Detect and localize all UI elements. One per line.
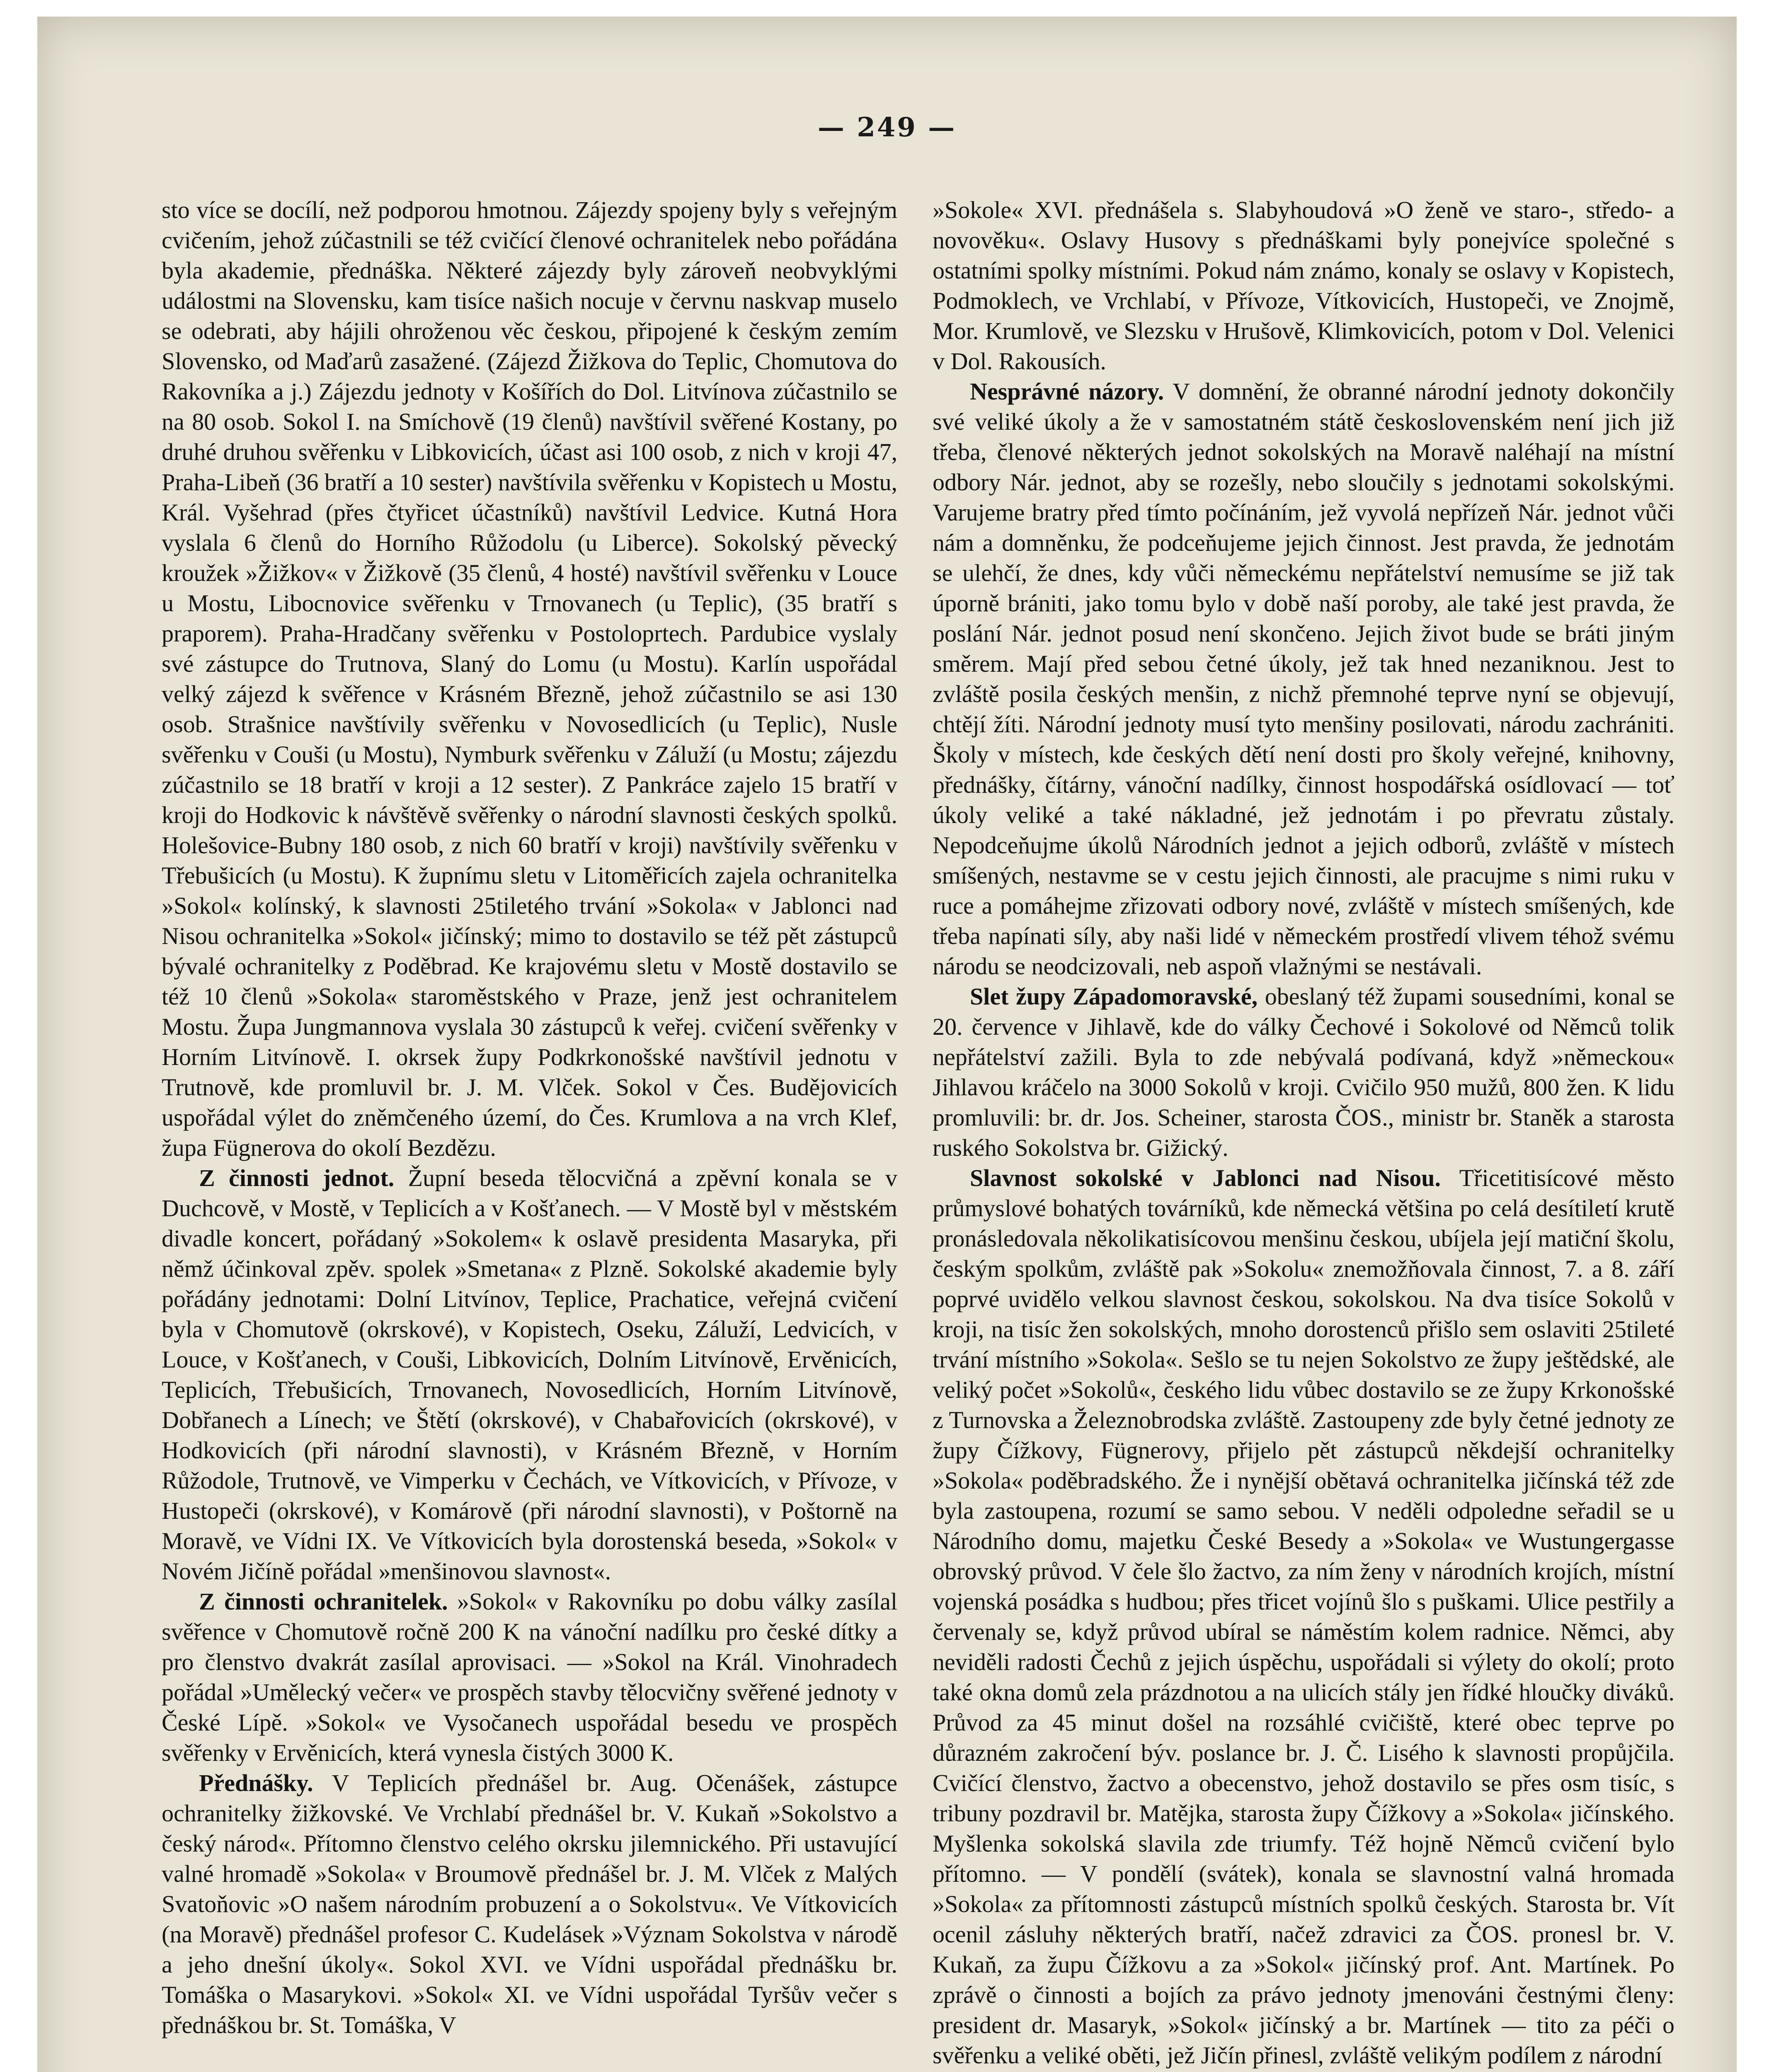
left-column [162,195,897,2072]
paragraph-text: »Sokole« XVI. přednášela s. Slabyhoudová »O ženě ve staro-, středo- a novověku«. Oslavy Husovy s přednáškami byly ponejvíce společné s ostatními spolky místními. Pokud nám známo, konaly se oslavy v Kopistech, Podmoklech, ve Vrchlabí, v Přívoze, Vítkovicích, Hustopeči, ve Znojmě, Mor. Krumlově, ve Slezsku v Hrušově, Klimkovicích, potom v Dol. Velenici v Dol. Rakousích. [933,196,1674,375]
paragraph-text: »Sokol« v Rakovníku po dobu války zasílal svěřence v Chomutově ročně 200 K na vánoční nadílku pro české dítky a pro členstvo dvakrát zasílal aprovisaci. — »Sokol na Král. Vinohradech pořádal »Umělecký večer« ve prospěch stavby tělocvičny svěřené jednoty v České Lípě. »Sokol« ve Vysočanech uspořádal besedu ve prospěch svěřenky v Ervěnicích, která vynesla čistých 3000 K. [162,1588,897,1766]
paragraph-text: obeslaný též župami sousedními, konal se 20. července v Jihlavě, kde do války Čechové i Sokolové od Němců tolik nepřátelství zažili. Byla to zde nebývalá podívaná, když »německou« Jihlavou kráčelo na 3000 Sokolů v kroji. Cvičilo 950 mužů, 800 žen. K lidu promluvili: br. dr. Jos. Scheiner, starosta ČOS., ministr br. Staněk a starosta ruského Sokolstva br. Gižický. [933,983,1674,1161]
paragraph-text: V Teplicích přednášel br. Aug. Očenášek, zástupce ochranitelky žižkovské. Ve Vrchlabí přednášel br. V. Kukaň »Sokolstvo a český národ«. Přítomno členstvo celého okrsku jilemnického. Při ustavující valné hromadě »Sokola« v Broumově přednášel br. J. M. Vlček z Malých Svatoňovic »O našem národním probuzení a o Sokolstvu«. Ve Vítkovicích (na Moravě) přednášel profesor C. Kudelásek »Význam Sokolstva v národě a jeho dnešní úkoly«. Sokol XVI. ve Vídni uspořádal přednášku br. Tomáška o Masarykovi. »Sokol« XI. ve Vídni uspořádal Tyršův večer s přednáškou br. St. Tomáška, V [162,1769,897,2038]
paragraph-text: sto více se docílí, než podporou hmotnou. Zájezdy spojeny byly s veřejným cvičením, jehož zúčastnili se též cvičící členové ochranitelek nebo pořádána byla akademie, přednáška. Některé zájezdy byly zároveň neobvyklými událostmi na Slovensku, kam tisíce našich nocuje v červnu naskvap muselo se odebrati, aby hájili ohroženou věc českou, připojené k českým zemím Slovensko, od Maďarů zasažené. (Zájezd Žižkova do Teplic, Chomutova do Rakovníka a j.) Zájezdu jednoty v Košířích do Dol. Litvínova zúčastnilo se na 80 osob. Sokol I. na Smíchově (19 členů) navštívil svěřené Kostany, po druhé druhou svěřenku v Libkovicích, účast asi 100 osob, z nich v kroji 47, Praha-Libeň (36 bratří a 10 sester) navštívila svěřenku v Kopistech u Mostu, Král. Vyšehrad (přes čtyřicet účastníků) navštívil Ledvice. Kutná Hora vyslala 6 členů do Horního Růžodolu (u Liberce). Sokolský pěvecký kroužek »Žižkov« v Žižkově (35 členů, 4 hosté) navštívil svěřenku v Louce u Mostu, Libocnovice svěřenku v Trnovanech (u Teplic), (35 bratří s praporem). Praha-Hradčany svěřenku v Postoloprtech. Pardubice vyslaly své zástupce do Trutnova, Slaný do Lomu (u Mostu). Karlín uspořádal velký zájezd k svěřence v Krásném Březně, jehož zúčastnilo se asi 130 osob. Strašnice navštívily svěřenku v Novosedlicích (u Teplic), Nusle svěřenku v Couši (u Mostu), Nymburk svěřenku v Záluží (u Mostu; zájezdu zúčastnilo se 18 bratří v kroji a 12 sester). Z Pankráce zajelo 15 bratří v kroji do Hodkovic k návštěvě svěřenky o národní slavnosti českých spolků. Holešovice-Bubny 180 osob, z nich 60 bratří v kroji) navštívily svěřenku v Třebušicích (u Mostu). K župnímu sletu v Litoměřicích zajela ochranitelka »Sokol« kolínský, k slavnosti 25tiletého trvání »Sokola« v Jablonci nad Nisou ochranitelka »Sokol« jičínský; mimo to dostavilo se též pět zástupců bývalé ochranitelky z Poděbrad. Ke krajovému sletu v Mostě dostavilo se též 10 členů »Sokola« staroměstského v Praze, jenž jest ochranitelem Mostu. Župa Jungmannova vyslala 30 zástupců k veřej. cvičení svěřenky v Horním Litvínově. I. okrsek župy Podkrkonošské navštívil jednotu v Trutnově, kde promluvil br. J. M. Vlček. Sokol v Čes. Budějovicích uspořádal výlet do zněmčeného území, do Čes. Krumlova a na vrch Klef, župa Fügnerova do okolí Bezdězu. [162,196,897,1161]
paragraph [933,981,1674,1163]
paragraph [162,1163,897,1586]
section-heading: Slet župy Západomoravské, [970,983,1258,1010]
section-heading: Slavnost sokolské v Jablonci nad Nisou. [970,1164,1441,1191]
paragraph [933,195,1674,376]
paragraph-text: V domnění, že obranné národní jednoty dokončily své veliké úkoly a že v samostatném státě československém není jich již třeba, členové některých jednot sokolských na Moravě naléhají na místní odbory Nár. jednot, aby se rozešly, nebo sloučily s jednotami sokolskými. Varujeme bratry před tímto počínáním, jež vyvolá nepřízeň Nár. jednot vůči nám a domněnku, že podceňujeme jejich činnost. Jest pravda, že jednotám se ulehčí, že dnes, kdy vůči německému nepřátelství nemusíme se již tak úporně brániti, jako tomu bylo v době naší poroby, ale také jest pravda, že poslání Nár. jednot posud není skončeno. Jejich život bude se bráti jiným směrem. Mají před sebou četné úkoly, jež tak hned nezaniknou. Jest to zvláště posila českých menšin, z nichž přemnohé teprve nyní se objevují, chtějí žíti. Národní jednoty musí tyto menšiny posilovati, národu zachrániti. Školy v místech, kde českých dětí není dosti pro školy veřejné, knihovny, přednášky, čítárny, vánoční nadílky, činnost hospodářská osídlovací — toť úkoly veliké a také nákladné, jež jednotám i po převratu zůstaly. Nepodceňujme úkolů Národních jednot a jejich odborů, zvláště v místech smíšených, nestavme se v cestu jejich činnosti, ale pracujme s nimi ruku v ruce a pomáhejme zřizovati odbory nové, zvláště v místech smíšených, kde třeba napínati síly, aby naši lidé v německém prostředí vlivem téhož svému národu se neodcizovali, neb aspoň vlažnými se nestávali. [933,378,1674,980]
section-heading: Přednášky. [199,1769,313,1796]
paragraph-text: Župní beseda tělocvičná a zpěvní konala se v Duchcově, v Mostě, v Teplicích a v Košťanech. — V Mostě byl v městském divadle koncert, pořádaný »Sokolem« k oslavě presidenta Masaryka, při němž účinkoval zpěv. spolek »Smetana« z Plzně. Sokolské akademie byly pořádány jednotami: Dolní Litvínov, Teplice, Prachatice, veřejná cvičení byla v Chomutově (okrskové), v Kopistech, Oseku, Záluží, Ledvicích, v Louce, v Košťanech, v Couši, Libkovicích, Dolním Litvínově, Ervěnicích, Teplicích, Třebušicích, Trnovanech, Novosedlicích, Horním Litvínově, Dobřanech a Línech; ve Štětí (okrskové), v Chabařovicích (okrskové), v Hodkovicích (při národní slavnosti), v Krásném Březně, v Horním Růžodole, Trutnově, ve Vimperku v Čechách, ve Vítkovicích, v Přívoze, v Hustopeči (okrskové), v Komárově (při národní slavnosti), v Poštorně na Moravě, ve Vídni IX. Ve Vítkovicích byla dorostenská beseda, »Sokol« v Novém Jičíně pořádal »menšinovou slavnost«. [162,1164,897,1585]
paragraph [162,1768,897,2040]
section-heading: Z činnosti jednot. [199,1164,395,1191]
section-heading: Z činnosti ochranitelek. [199,1588,448,1615]
page-number: — 249 — [817,112,957,143]
section-heading: Nesprávné názory. [970,378,1164,405]
paragraph [162,1586,897,1768]
paragraph [162,195,897,1163]
paragraph [933,1163,1674,2070]
paragraph-text: Třicetitisícové město průmyslové bohatých továrníků, kde německá většina po celá desítiletí krutě pronásledovala několikatisícovou menšinu českou, ubíjela její matiční školu, českým spolkům, zvláště pak »Sokolu« znemožňovala činnost, 7. a 8. září poprvé uvidělo velkou slavnost českou, sokolskou. Na dva tisíce Sokolů v kroji, na tisíc žen sokolských, mnoho dorostenců přišlo sem oslaviti 25tileté trvání místního »Sokola«. Sešlo se tu nejen Sokolstvo ze župy ještědské, ale veliký počet »Sokolů«, českého lidu vůbec dostavilo se ze župy Krkonošské z Turnovska a Železnobrodska zvláště. Zastoupeny zde byly četné jednoty ze župy Čížkovy, Fügnerovy, přijelo pět zástupců někdejší ochranitelky »Sokola« poděbradského. Že i nynější obětavá ochranitelka jičínská též zde byla zastoupena, rozumí se samo sebou. V neděli odpoledne seřadil se u Národního domu, majetku České Besedy a »Sokola« ve Wustungergasse obrovský průvod. V čele šlo žactvo, za ním ženy v národních krojích, místní vojenská posádka s hudbou; přes třicet vojínů šlo s puškami. Ulice pestřily a červenaly se, když průvod ubíral se náměstím kolem radnice. Němci, aby neviděli radosti Čechů z jejich úspěchu, uspořádali si výlety do okolí; proto také okna domů zela prázdnotou a na ulicích stály jen řídké hloučky diváků. Průvod za 45 minut došel na rozsáhlé cvičiště, které obec teprve po důrazném zakročení býv. poslance br. J. Č. Lisého k slavnosti propůjčila. Cvičící členstvo, žactvo a obecenstvo, jehož dostavilo se přes osm tisíc, s tribuny pozdravil br. Matějka, starosta župy Čížkovy a »Sokola« jičínského. Myšlenka sokolská slavila zde triumfy. Též hojně Němců cvičení bylo přítomno. — V pondělí (svátek), konala se slavnostní valná hromada »Sokola« za přítomnosti zástupců místních spolků českých. Starosta br. Vít ocenil zásluhy některých bratří, načež zdravici za ČOS. pronesl br. V. Kukaň, za župu Čížkovu a za »Sokol« jičínský prof. Ant. Martínek. Po zprávě o činnosti a bojích za právo jednoty jmenováni čestnými členy: president dr. Masaryk, »Sokol« jičínský a br. Martínek — tito za péči o svěřenku a veliké oběti, jež Jičín přinesl, zvláště velikým podílem z národní [933,1164,1674,2069]
scanned-page [37,17,1737,2072]
paragraph [933,376,1674,981]
right-column [933,195,1674,2072]
